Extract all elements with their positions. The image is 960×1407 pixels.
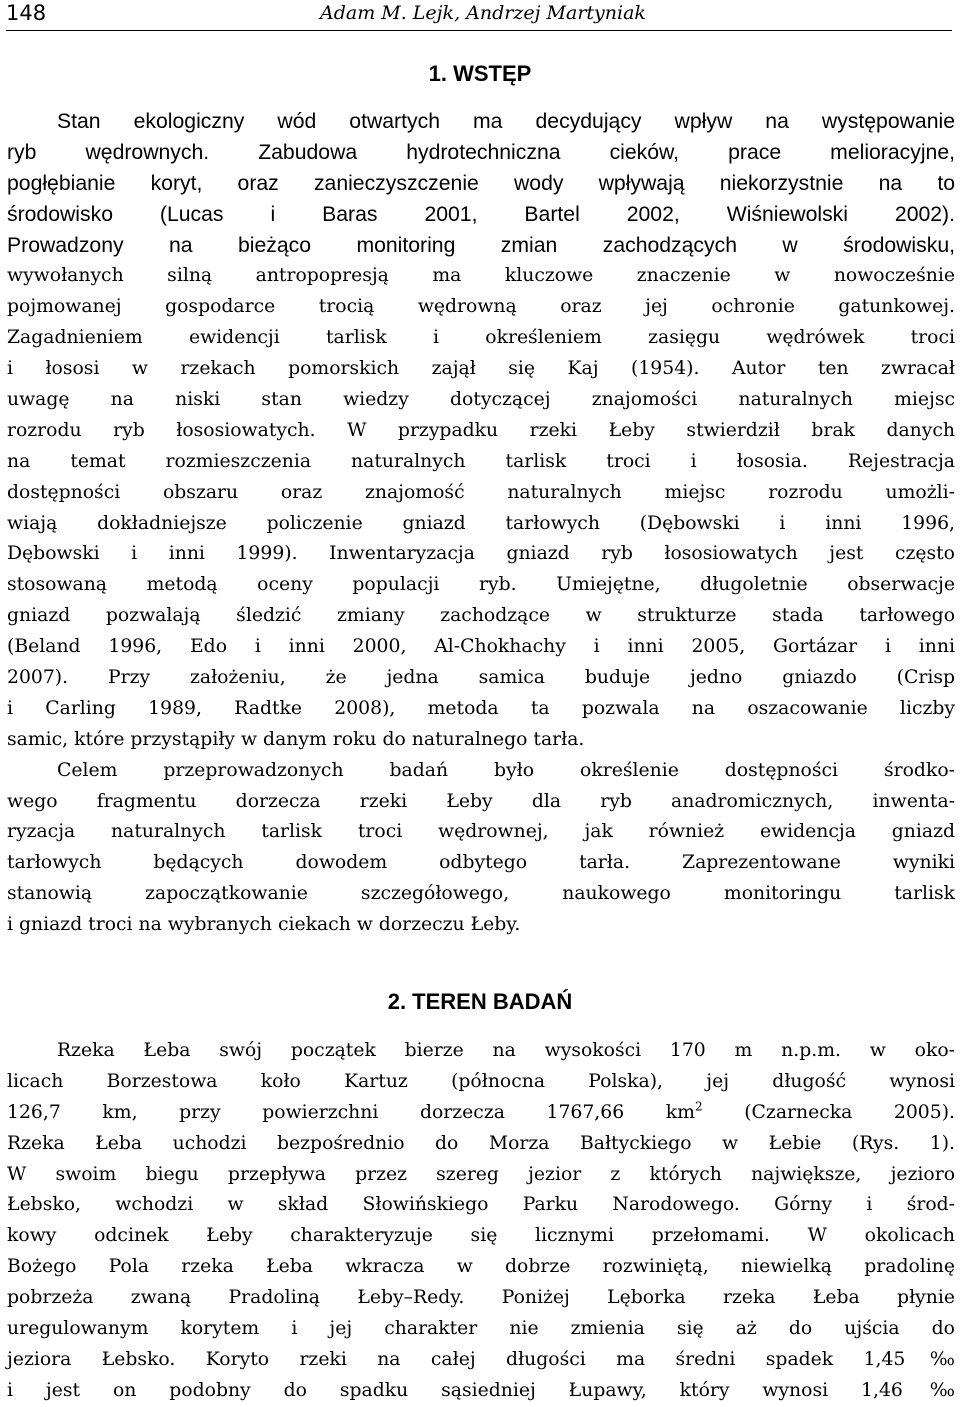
text-line: 2007). Przy założeniu, że jedna samica buduje jedno gniazdo (Crisp: [7, 667, 955, 689]
text-line: na temat rozmieszczenia naturalnych tarlisk troci i łososia. Rejestracja: [7, 450, 955, 472]
page-header: [6, 0, 952, 31]
text-line: i jest on podobny do spadku sąsiedniej Łupawy, który wynosi 1,46‰: [7, 1379, 955, 1401]
text-line: Łebsko, wchodzi w skład Słowińskiego Parku Narodowego. Górny i środ-: [7, 1194, 955, 1216]
text-line: środowisko (Lucas i Baras 2001, Bartel 2002, Wiśniewolski 2002).: [7, 202, 955, 226]
text-line: pogłębianie koryt, oraz zanieczyszczenie wody wpływają niekorzystnie na to: [7, 171, 955, 195]
text-line: pojmowanej gospodarce trocią wędrowną oraz jej ochronie gatunkowej.: [7, 296, 955, 318]
text-line: stosowaną metodą oceny populacji ryb. Umiejętne, długoletnie obserwacje: [7, 574, 955, 596]
text-line: dostępności obszaru oraz znajomość naturalnych miejsc rozrodu umożli-: [7, 481, 955, 503]
superscript: 2: [694, 1099, 703, 1114]
text-line: ryb wędrownych. Zabudowa hydrotechniczna cieków, prace melioracyjne,: [7, 140, 955, 164]
section-heading-study-area: 2. TEREN BADAŃ: [387, 989, 573, 1014]
text-line: uregulowanym korytem i jej charakter nie zmienia się aż do ujścia do: [7, 1318, 955, 1340]
text-line: stanowią zapoczątkowanie szczegółowego, naukowego monitoringu tarlisk: [7, 883, 955, 905]
text-line: Rzeka Łeba swój początek bierze na wysokości 170 m n.p.m. w oko-: [57, 1040, 955, 1061]
text-line: tarłowych będących dowodem odbytego tarła. Zaprezentowane wyniki: [7, 852, 955, 874]
text-line: (Beland 1996, Edo i inni 2000, Al-Chokhachy i inni 2005, Gortázar i inni: [7, 636, 955, 658]
text-line: Stan ekologiczny wód otwartych ma decydujący wpływ na występowanie: [57, 110, 955, 133]
text-line: Zagadnieniem ewidencji tarlisk i określeniem zasięgu wędrówek troci: [7, 327, 955, 349]
text-line: i łososi w rzekach pomorskich zajął się Kaj (1954). Autor ten zwracał: [7, 358, 955, 380]
section2-body: [7, 1036, 955, 1407]
text-line-part: (Czarnecka 2005).: [702, 1101, 956, 1123]
text-line: Prowadzony na bieżąco monitoring zmian zachodzących w środowisku,: [7, 233, 955, 257]
section1-body: [7, 107, 955, 941]
text-line: W swoim biegu przepływa przez szereg jezior z których największe, jezioro: [7, 1163, 955, 1185]
page-number: 148: [6, 1, 47, 25]
text-line: uwagę na niski stan wiedzy dotyczącej znajomości naturalnych miejsc: [7, 389, 955, 411]
text-line: rozrodu ryb łososiowatych. W przypadku rzeki Łeby stwierdził brak danych: [7, 419, 955, 441]
text-line: jeziora Łebsko. Koryto rzeki na całej długości ma średni spadek 1,45‰: [7, 1348, 955, 1370]
text-line: Celem przeprowadzonych badań było określenie dostępności środko-: [57, 759, 955, 781]
text-line: wywołanych silną antropopresją ma kluczowe znaczenie w nowocześnie: [7, 265, 955, 287]
text-line: [7, 1098, 955, 1129]
text-line: i gniazd troci na wybranych ciekach w dorzeczu Łeby.: [7, 914, 521, 936]
text-line: Dębowski i inni 1999). Inwentaryzacja gniazd ryb łososiowatych jest często: [7, 543, 955, 565]
text-line: ryzacja naturalnych tarlisk troci wędrownej, jak również ewidencja gniazd: [7, 821, 955, 843]
text-line-part: 126,7 km, przy powierzchni dorzecza 1767,66 km: [7, 1101, 695, 1123]
text-line: Bożego Pola rzeka Łeba wkracza w dobrze rozwiniętą, niewielką pradolinę: [7, 1256, 955, 1278]
text-line: wiają dokładniejsze policzenie gniazd tarłowych (Dębowski i inni 1996,: [7, 512, 955, 534]
section-heading-introduction: 1. WSTĘP: [428, 61, 532, 86]
running-head: Adam M. Lejk, Andrzej Martyniak: [320, 2, 646, 24]
text-line: pobrzeża zwaną Pradoliną Łeby–Redy. Poniżej Lęborka rzeka Łeba płynie: [7, 1287, 955, 1309]
text-line: gniazd pozwalają śledzić zmiany zachodzące w strukturze stada tarłowego: [7, 605, 955, 627]
text-line: samic, które przystąpiły w danym roku do naturalnego tarła.: [7, 728, 585, 750]
text-line: licach Borzestowa koło Kartuz (północna Polska), jej długość wynosi: [7, 1070, 955, 1092]
text-line: wego fragmentu dorzecza rzeki Łeby dla ryb anadromicznych, inwenta-: [7, 790, 955, 812]
text-line: i Carling 1989, Radtke 2008), metoda ta pozwala na oszacowanie liczby: [7, 697, 955, 719]
text-line: kowy odcinek Łeby charakteryzuje się licznymi przełomami. W okolicach: [7, 1225, 955, 1247]
text-line: Rzeka Łeba uchodzi bezpośrednio do Morza Bałtyckiego w Łebie (Rys. 1).: [7, 1132, 955, 1154]
